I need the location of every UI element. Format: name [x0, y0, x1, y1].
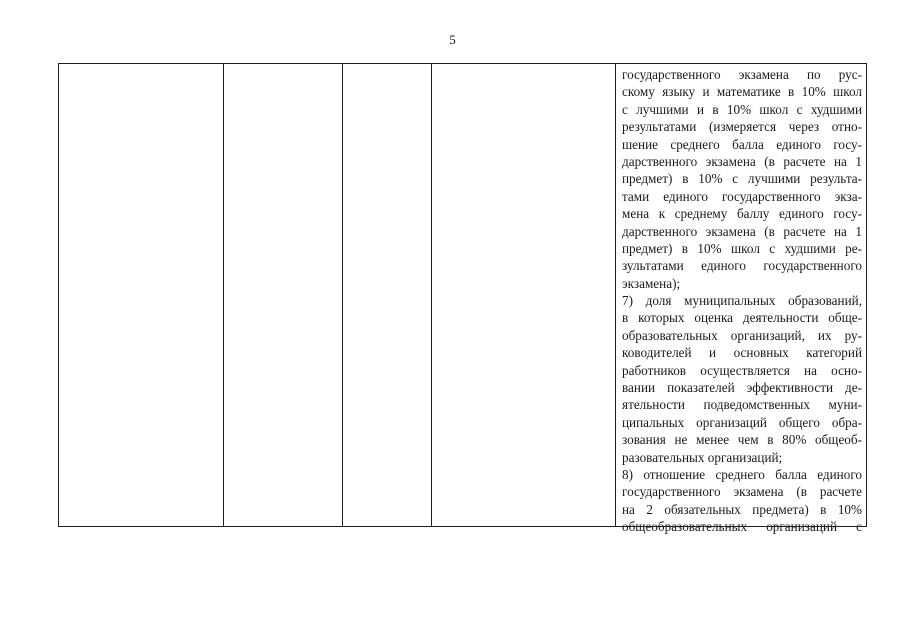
text-line: ятельности подведомственных муни- [622, 397, 862, 413]
text-line: на 2 обязательных предмета) в 10% [622, 501, 862, 517]
text-line: дарственного экзамена (в расчете на 1 [622, 223, 862, 239]
text-line: предмет) в 10% школ с худшими ре- [622, 240, 862, 256]
text-line: государственного экзамена (в расчете [622, 484, 862, 500]
text-line: результатами (измеряется через отно- [622, 119, 862, 135]
text-line: разовательных организаций; [622, 449, 783, 465]
text-line: ципальных организаций общего обра- [622, 414, 862, 430]
text-line: 8) отношение среднего балла единого [622, 466, 862, 482]
text-line: экзамена); [622, 275, 681, 291]
text-line: ководителей и основных категорий [622, 345, 862, 361]
column-divider-4 [615, 64, 616, 526]
page-number: 5 [449, 32, 456, 47]
text-line: с лучшими и в 10% школ с худшими [622, 101, 862, 117]
text-line: шение среднего балла единого госу- [622, 136, 862, 152]
text-line: общеобразовательных организаций с [622, 519, 862, 535]
text-line: 7) доля муниципальных образований, [622, 293, 862, 309]
text-line: предмет) в 10% с лучшими результа- [622, 171, 862, 187]
text-line: скому языку и математике в 10% школ [622, 84, 862, 100]
text-line: зования не менее чем в 80% общеоб- [622, 432, 862, 448]
text-line: дарственного экзамена (в расчете на 1 [622, 153, 862, 169]
text-line: в которых оценка деятельности обще- [622, 310, 862, 326]
text-line: образовательных организаций, их ру- [622, 327, 862, 343]
text-line: работников осуществляется на осно- [622, 362, 862, 378]
column-divider-1 [223, 64, 224, 526]
text-line: вании показателей эффективности де- [622, 380, 862, 396]
text-line: тами единого государственного экза- [622, 188, 862, 204]
text-line: государственного экзамена по рус- [622, 67, 862, 82]
document-table [58, 63, 867, 535]
column-divider-3 [431, 64, 432, 526]
column-divider-2 [342, 64, 343, 526]
description-cell [618, 66, 866, 535]
text-line: мена к среднему баллу единого госу- [622, 206, 862, 222]
text-line: зультатами единого государственного [622, 258, 862, 274]
